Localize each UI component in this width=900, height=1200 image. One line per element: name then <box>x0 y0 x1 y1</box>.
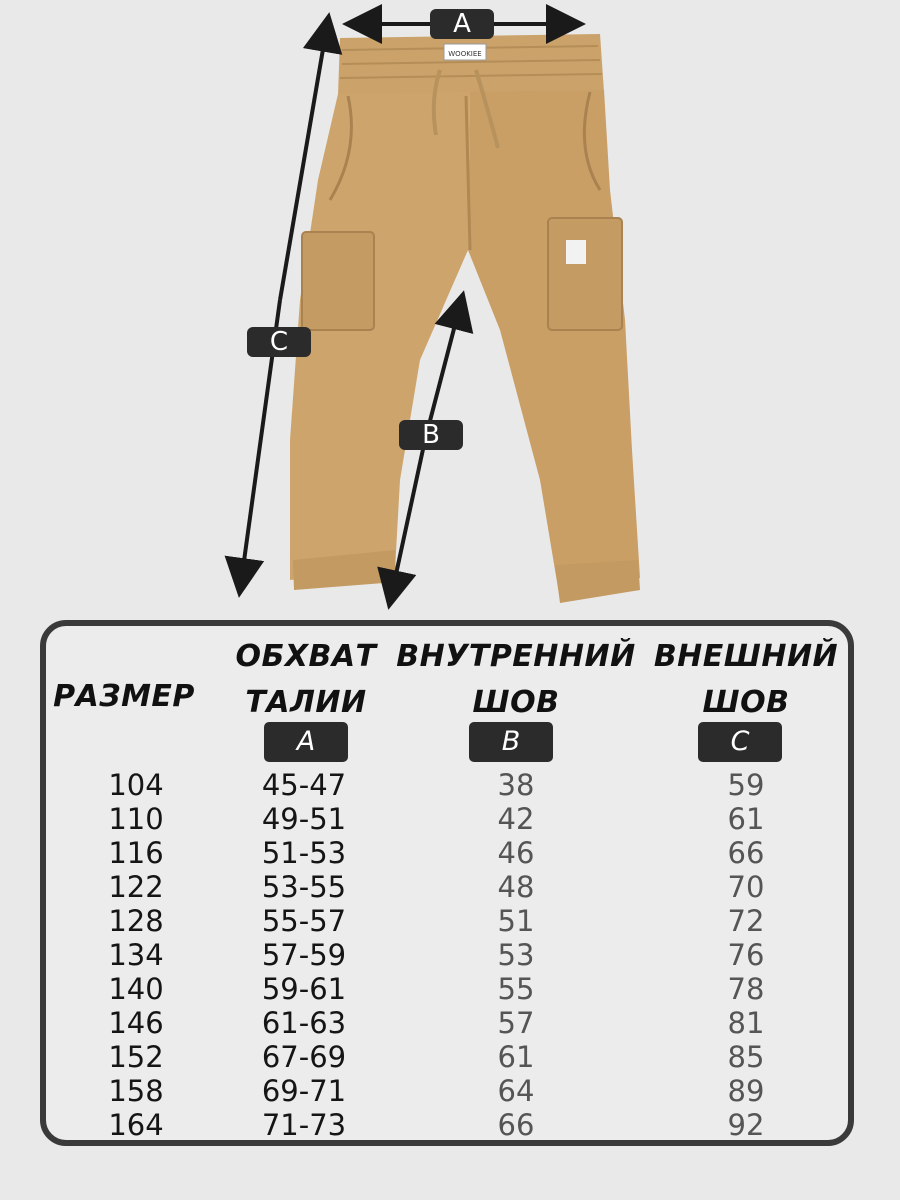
cell-waist: 45-47 <box>261 768 347 802</box>
cell-size: 146 <box>108 1006 164 1040</box>
cell-size: 164 <box>108 1108 164 1142</box>
header-outseam: ВНЕШНИЙ ШОВ <box>653 639 839 720</box>
cell-size: 158 <box>108 1074 164 1108</box>
size-table <box>40 620 854 1146</box>
cell-size: 122 <box>108 870 164 904</box>
table-row <box>46 802 848 836</box>
cell-outseam: 85 <box>727 1040 765 1074</box>
cell-inseam: 53 <box>497 938 535 972</box>
cell-waist: 57-59 <box>261 938 347 972</box>
table-row <box>46 836 848 870</box>
cell-waist: 61-63 <box>261 1006 347 1040</box>
badge-waist-a: A <box>264 722 348 762</box>
cell-waist: 53-55 <box>261 870 347 904</box>
cell-inseam: 61 <box>497 1040 535 1074</box>
pants-image <box>290 34 640 603</box>
cell-waist: 67-69 <box>261 1040 347 1074</box>
table-row <box>46 1040 848 1074</box>
cell-inseam: 66 <box>497 1108 535 1142</box>
dimension-label-c: C <box>247 327 311 357</box>
header-size: РАЗМЕР <box>53 679 195 714</box>
table-row <box>46 1074 848 1108</box>
header-inseam: ВНУТРЕННИЙ ШОВ <box>396 639 636 720</box>
cell-waist: 71-73 <box>261 1108 347 1142</box>
cell-outseam: 70 <box>727 870 765 904</box>
table-row <box>46 1006 848 1040</box>
header-waist: ОБХВАТ ТАЛИИ <box>235 639 377 720</box>
cell-outseam: 72 <box>727 904 765 938</box>
cell-inseam: 51 <box>497 904 535 938</box>
cell-waist: 49-51 <box>261 802 347 836</box>
cell-size: 140 <box>108 972 164 1006</box>
cell-waist: 55-57 <box>261 904 347 938</box>
badge-inseam-b: B <box>469 722 553 762</box>
table-row <box>46 904 848 938</box>
dimension-label-a: A <box>430 9 494 39</box>
cell-inseam: 55 <box>497 972 535 1006</box>
cell-size: 110 <box>108 802 164 836</box>
cell-size: 104 <box>108 768 164 802</box>
cell-size: 134 <box>108 938 164 972</box>
cell-waist: 59-61 <box>261 972 347 1006</box>
table-row <box>46 768 848 802</box>
cell-inseam: 48 <box>497 870 535 904</box>
cell-size: 152 <box>108 1040 164 1074</box>
cell-outseam: 92 <box>727 1108 765 1142</box>
cell-size: 128 <box>108 904 164 938</box>
table-row <box>46 938 848 972</box>
dimension-label-b: B <box>399 420 463 450</box>
cell-inseam: 38 <box>497 768 535 802</box>
cell-waist: 69-71 <box>261 1074 347 1108</box>
cell-inseam: 57 <box>497 1006 535 1040</box>
cell-outseam: 76 <box>727 938 765 972</box>
cell-inseam: 46 <box>497 836 535 870</box>
cell-outseam: 61 <box>727 802 765 836</box>
brand-tag-text: WOOKIEE <box>448 50 482 58</box>
table-row <box>46 870 848 904</box>
table-row <box>46 1108 848 1142</box>
cell-waist: 51-53 <box>261 836 347 870</box>
cell-outseam: 66 <box>727 836 765 870</box>
table-row <box>46 972 848 1006</box>
cell-inseam: 64 <box>497 1074 535 1108</box>
cell-outseam: 59 <box>727 768 765 802</box>
cell-outseam: 81 <box>727 1006 765 1040</box>
cell-outseam: 78 <box>727 972 765 1006</box>
cell-outseam: 89 <box>727 1074 765 1108</box>
badge-outseam-c: C <box>698 722 782 762</box>
cell-size: 116 <box>108 836 164 870</box>
cell-inseam: 42 <box>497 802 535 836</box>
